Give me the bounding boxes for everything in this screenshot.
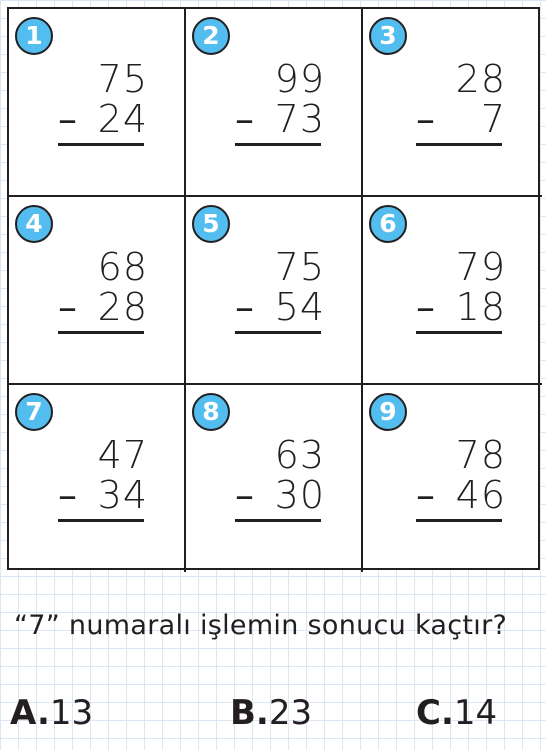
minus-sign: –	[58, 473, 77, 517]
option-value: 14	[453, 693, 498, 733]
question-text: “7” numaralı işlemin sonucu kaçtır?	[14, 610, 508, 641]
problem-number-badge: 3	[369, 17, 407, 55]
subtrahend: 7	[480, 97, 506, 141]
answer-option-a[interactable]	[10, 693, 93, 733]
answer-option-c[interactable]	[416, 693, 497, 733]
problem-number-badge: 5	[192, 205, 230, 243]
option-label: A.	[10, 693, 50, 733]
subtrahend: 30	[274, 473, 325, 517]
option-label: C.	[416, 693, 454, 733]
subtraction-problem	[58, 435, 148, 522]
problem-cell-3	[363, 9, 542, 197]
problem-cell-2	[186, 9, 363, 197]
answer-line	[235, 519, 321, 522]
answer-line	[235, 331, 321, 334]
minuend: 75	[97, 57, 148, 101]
answer-option-b[interactable]	[230, 693, 312, 733]
answer-line	[58, 143, 144, 146]
problem-number-badge: 8	[192, 393, 230, 431]
answer-line	[416, 331, 502, 334]
minuend: 28	[455, 57, 506, 101]
minus-sign: –	[235, 97, 254, 141]
option-value: 23	[268, 693, 313, 733]
subtraction-problem	[58, 247, 148, 334]
subtraction-problem	[235, 59, 325, 146]
problem-number-badge: 6	[369, 205, 407, 243]
minus-sign: –	[416, 97, 435, 141]
minuend: 75	[274, 245, 325, 289]
subtraction-problem	[416, 435, 506, 522]
minus-sign: –	[235, 285, 254, 329]
minuend: 68	[97, 245, 148, 289]
problem-cell-6	[363, 197, 542, 385]
problem-number-badge: 9	[369, 393, 407, 431]
subtrahend: 18	[455, 285, 506, 329]
problem-cell-9	[363, 385, 542, 572]
problem-number-badge: 7	[15, 393, 53, 431]
problem-cell-8	[186, 385, 363, 572]
answer-line	[235, 143, 321, 146]
subtraction-problem	[416, 59, 506, 146]
option-value: 13	[49, 693, 94, 733]
subtraction-problem	[235, 435, 325, 522]
minus-sign: –	[416, 473, 435, 517]
subtraction-problem	[416, 247, 506, 334]
problem-cell-5	[186, 197, 363, 385]
subtraction-problem	[58, 59, 148, 146]
answer-line	[58, 331, 144, 334]
minus-sign: –	[416, 285, 435, 329]
answer-line	[416, 143, 502, 146]
subtrahend: 24	[97, 97, 148, 141]
subtrahend: 34	[97, 473, 148, 517]
problem-cell-4	[9, 197, 186, 385]
subtrahend: 28	[97, 285, 148, 329]
option-label: B.	[230, 693, 269, 733]
subtrahend: 54	[274, 285, 325, 329]
minuend: 47	[97, 433, 148, 477]
subtrahend: 46	[455, 473, 506, 517]
minuend: 78	[455, 433, 506, 477]
problem-number-badge: 1	[15, 17, 53, 55]
subtraction-problem	[235, 247, 325, 334]
problem-number-badge: 4	[15, 205, 53, 243]
answer-line	[58, 519, 144, 522]
problem-cell-7	[9, 385, 186, 572]
minuend: 99	[274, 57, 325, 101]
subtrahend: 73	[274, 97, 325, 141]
minus-sign: –	[58, 97, 77, 141]
minuend: 63	[274, 433, 325, 477]
problem-cell-1	[9, 9, 186, 197]
problem-grid	[7, 7, 540, 570]
minus-sign: –	[235, 473, 254, 517]
minus-sign: –	[58, 285, 77, 329]
minuend: 79	[455, 245, 506, 289]
answer-line	[416, 519, 502, 522]
problem-number-badge: 2	[192, 17, 230, 55]
